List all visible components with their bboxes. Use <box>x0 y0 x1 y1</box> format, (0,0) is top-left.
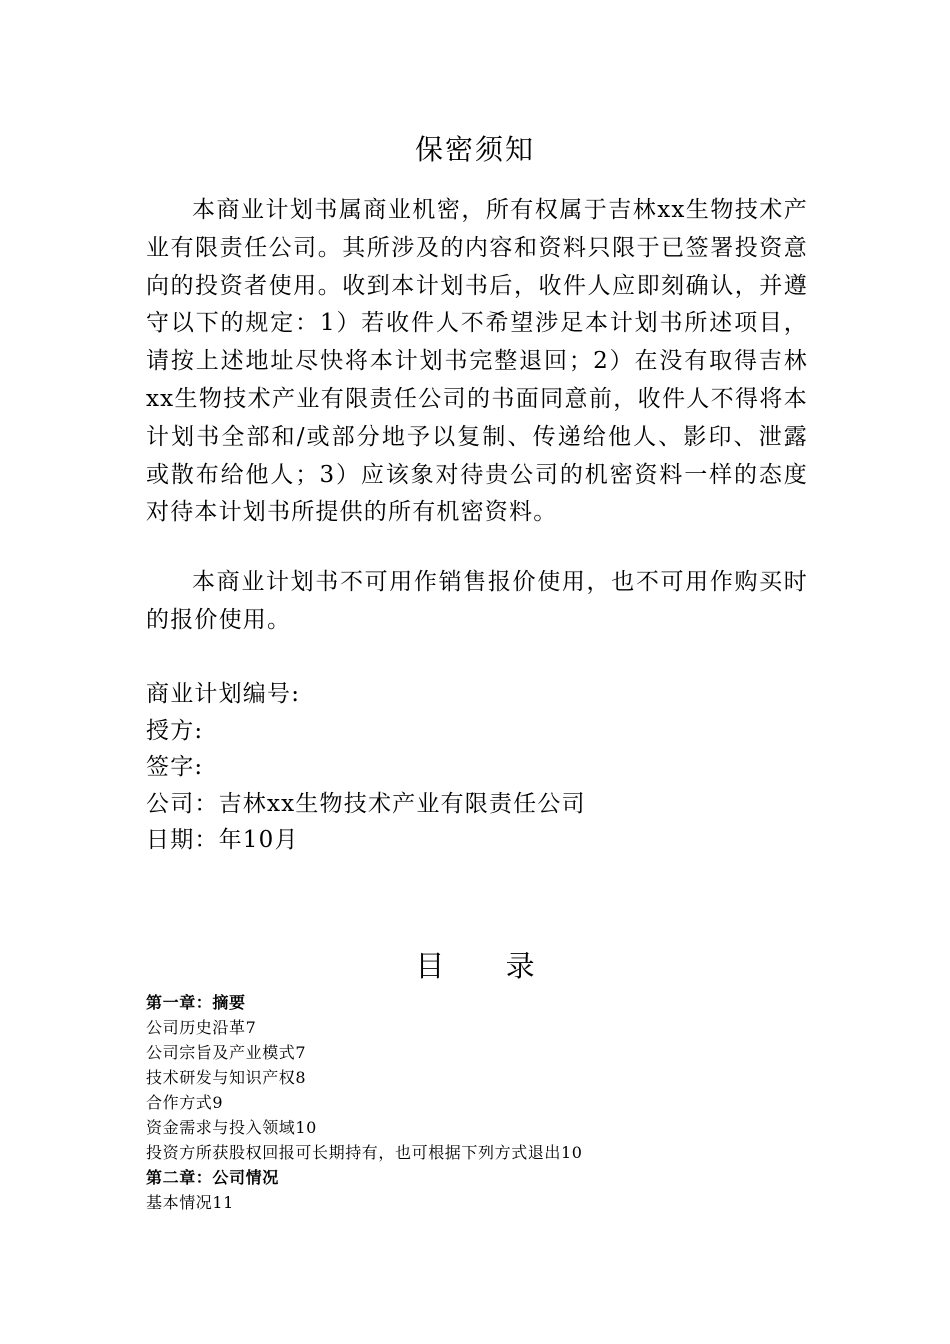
date-field: 日期：年10月 <box>146 827 299 854</box>
notice-title: 保密须知 <box>414 133 535 166</box>
toc-item-funding[interactable]: 资金需求与投入领域10 <box>146 1118 317 1137</box>
toc-chapter-2[interactable]: 第二章：公司情况 <box>146 1168 279 1187</box>
company-field: 公司：吉林xx生物技术产业有限责任公司 <box>146 790 586 817</box>
signature-field: 签字: <box>146 754 204 781</box>
plan-number-field: 商业计划编号: <box>146 681 301 707</box>
notice-paragraph-pricing: 本商业计划书不可用作销售报价使用，也不可用作购买时的报价使用。 <box>146 569 808 633</box>
toc-title <box>0 944 950 988</box>
toc-item-basic-info[interactable]: 基本情况11 <box>146 1193 234 1212</box>
toc-item-cooperation[interactable]: 合作方式9 <box>146 1093 224 1112</box>
notice-paragraph-confidentiality: 本商业计划书属商业机密，所有权属于吉林xx生物技术产业有限责任公司。其所涉及的内容和资料只限于已签署投资意向的投资者使用。收到本计划书后，收件人应即刻确认，并遵守以下的规定：1）若收件人不希望涉足本计划书所述项目，请按上述地址尽快将本计划书完整退回；2）在没有取得吉林xx生物技术产业有限责任公司的书面同意前，收件人不得将本计划书全部和/或部分地予以复制、传递给他人、影印、泄露或散布给他人；3）应该象对待贵公司的机密资料一样的态度对待本计划书所提供的所有机密资料。 <box>146 197 808 526</box>
table-of-contents <box>146 990 583 1215</box>
toc-item-company-history[interactable]: 公司历史沿革7 <box>146 1018 257 1037</box>
toc-item-company-mission[interactable]: 公司宗旨及产业模式7 <box>146 1043 307 1062</box>
toc-title-text: 目 录 <box>415 949 561 983</box>
toc-item-rnd-ip[interactable]: 技术研发与知识产权8 <box>146 1068 307 1087</box>
signature-fields <box>146 676 586 859</box>
toc-item-investor-exit[interactable]: 投资方所获股权回报可长期持有，也可根据下列方式退出10 <box>146 1143 583 1162</box>
grantee-field: 授方: <box>146 717 204 744</box>
toc-chapter-1[interactable]: 第一章：摘要 <box>146 993 246 1012</box>
